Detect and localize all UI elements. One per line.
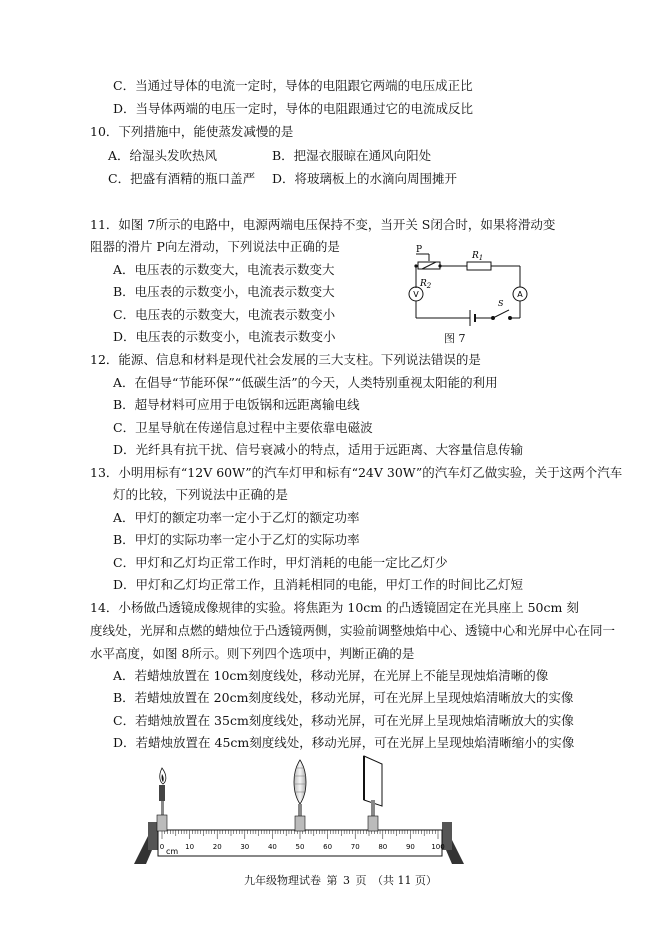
ruler-tick-label: 30 (240, 843, 250, 851)
q10-stem: 10．下列措施中，能使蒸发减慢的是 (90, 124, 294, 139)
ruler-tick-label: 20 (212, 843, 222, 851)
candle (157, 768, 167, 831)
ruler-tick-label: 0 (159, 843, 165, 851)
footer-subject: 九年级物理试卷 (244, 874, 321, 887)
convex-lens (294, 760, 306, 831)
q11-stem-line1: 11．如图 7所示的电路中，电源两端电压保持不变，当开关 S闭合时，如果将滑动变 (90, 217, 556, 232)
q12-option-b: B．超导材料可应用于电饭锅和远距离输电线 (113, 397, 360, 412)
footer-page-number: 3 (343, 874, 350, 887)
q10-option-c: C．把盛有酒精的瓶口盖严 (108, 171, 256, 186)
light-screen (364, 756, 382, 831)
q10-option-a: A．给湿头发吹热风 (108, 148, 218, 163)
fig7-voltmeter-v: V (413, 290, 419, 299)
q9-option-c: C．当通过导体的电流一定时，导体的电阻跟它两端的电压成正比 (113, 78, 473, 93)
q11-option-a: A．电压表的示数变大，电流表示数变大 (113, 262, 335, 277)
q12-option-a: A．在倡导“节能环保”“低碳生活”的今天，人类特别重视太阳能的利用 (113, 375, 498, 390)
ruler-tick-label: 50 (295, 843, 305, 851)
q11-stem-line2: 阻器的滑片 P向左滑动，下列说法中正确的是 (90, 239, 340, 254)
figure-7-caption: 图 7 (444, 332, 466, 345)
q12-stem: 12．能源、信息和材料是现代社会发展的三大支柱。下列说法错误的是 (90, 352, 481, 367)
q14-option-d: D．若蜡烛放置在 45cm刻度线处，移动光屏，可在光屏上呈现烛焰清晰缩小的实像 (113, 735, 575, 750)
fig7-label-p: P (416, 245, 423, 255)
q11-option-c: C．电压表的示数变大，电流表示数变小 (113, 307, 336, 322)
q13-option-b: B．甲灯的实际功率一定小于乙灯的实际功率 (113, 532, 360, 547)
q12-option-d: D．光纤具有抗干扰、信号衰减小的特点，适用于远距离、大容量信息传输 (113, 442, 524, 457)
q13-stem-line1: 13．小明用标有“12V 60W”的汽车灯甲和标有“24V 30W”的汽车灯乙做实验，关于这两个汽车 (90, 465, 623, 480)
footer-total-pages: （共 11 页） (372, 874, 437, 887)
q11-option-b: B．电压表的示数变小，电流表示数变大 (113, 284, 335, 299)
q12-option-c: C．卫星导航在传递信息过程中主要依靠电磁波 (113, 420, 373, 435)
q13-option-d: D．甲灯和乙灯均正常工作，且消耗相同的电能，甲灯工作的时间比乙灯短 (113, 577, 524, 592)
ruler-tick-label: 40 (267, 843, 277, 851)
ruler-tick-label: 80 (378, 843, 388, 851)
q13-option-c: C．甲灯和乙灯均正常工作时，甲灯消耗的电能一定比乙灯少 (113, 555, 448, 570)
q14-stem-line3: 水平高度，如图 8所示。则下列四个选项中，判断正确的是 (90, 646, 415, 661)
fig7-label-r1: $R_1$ (472, 251, 484, 262)
fig7-label-r2: $R_2$ (420, 279, 432, 290)
q10-option-d: D．将玻璃板上的水滴向周围摊开 (272, 171, 458, 186)
ruler-tick-label: 70 (350, 843, 360, 851)
ruler-tick-label: 90 (405, 843, 415, 851)
figure-8-optical-bench (124, 754, 476, 872)
q13-stem-line2: 灯的比较，下列说法中正确的是 (113, 487, 289, 502)
ruler-tick-label: 100 (431, 843, 445, 851)
q9-option-d: D．当导体两端的电压一定时，导体的电阻跟通过它的电流成反比 (113, 101, 474, 116)
q11-option-d: D．电压表的示数变小，电流表示数变小 (113, 329, 336, 344)
ruler-unit-label: cm (166, 847, 179, 856)
q14-option-c: C．若蜡烛放置在 35cm刻度线处，移动光屏，可在光屏上呈现烛焰清晰放大的实像 (113, 713, 574, 728)
footer-page-suffix: 页 (355, 874, 367, 887)
fig7-label-s: S (498, 299, 504, 308)
footer-page-prefix: 第 (326, 874, 338, 887)
q14-stem-line1: 14．小杨做凸透镜成像规律的实验。将焦距为 10cm 的凸透镜固定在光具座上 50cm 刻 (90, 600, 579, 615)
q10-option-b: B．把湿衣服晾在通风向阳处 (272, 148, 432, 163)
q14-option-a: A．若蜡烛放置在 10cm刻度线处，移动光屏，在光屏上不能呈现烛焰清晰的像 (113, 668, 549, 683)
q13-option-a: A．甲灯的额定功率一定小于乙灯的额定功率 (113, 510, 360, 525)
page-footer (244, 872, 439, 888)
ruler-tick-label: 60 (323, 843, 333, 851)
q14-stem-line2: 度线处，光屏和点燃的蜡烛位于凸透镜两侧，实验前调整烛焰中心、透镜中心和光屏中心在同一 (90, 623, 616, 638)
q14-option-b: B．若蜡烛放置在 20cm刻度线处，移动光屏，可在光屏上呈现烛焰清晰放大的实像 (113, 690, 574, 705)
fig7-ammeter-a: A (517, 290, 523, 299)
ruler-tick-label: 10 (185, 843, 195, 851)
